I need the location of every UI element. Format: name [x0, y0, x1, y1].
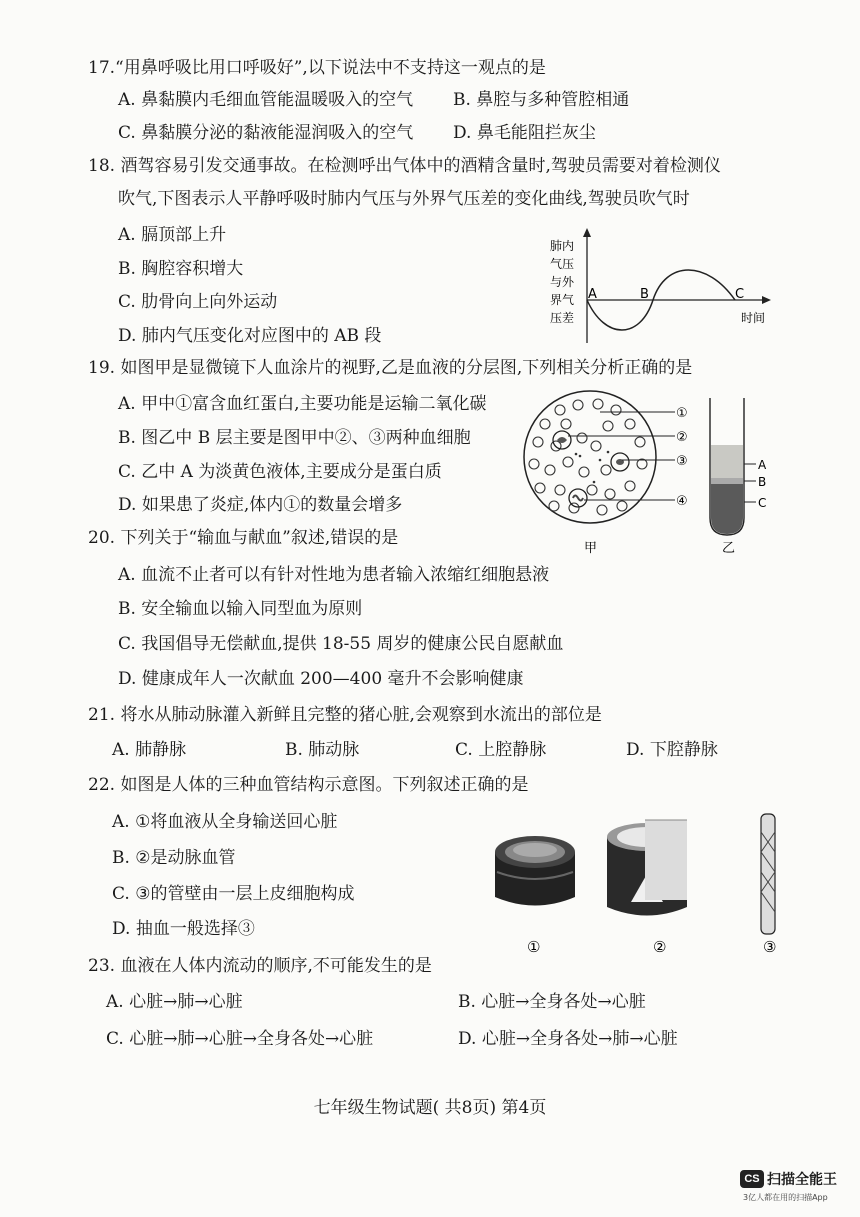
- q23-option-b: B. 心脏→全身各处→心脏: [458, 992, 646, 1012]
- q21-option-a: A. 肺静脉: [112, 740, 187, 760]
- vessel-2: [607, 820, 687, 916]
- tube-label-b: B: [758, 475, 767, 489]
- y-label-3: 与外: [550, 275, 575, 289]
- q20-stem: 20. 下列关于“输血与献血”叙述,错误的是: [88, 528, 399, 548]
- q20-option-c: C. 我国倡导无偿献血,提供 18-55 周岁的健康公民自愿献血: [118, 634, 564, 654]
- q19-option-d: D. 如果患了炎症,体内①的数量会增多: [118, 495, 403, 515]
- q22-option-c: C. ③的管壁由一层上皮细胞构成: [112, 884, 355, 904]
- red-blood-cells: [529, 399, 647, 515]
- tube-label-a: A: [758, 458, 767, 472]
- y-label-4: 界气: [550, 293, 575, 307]
- q22-option-a: A. ①将血液从全身输送回心脏: [112, 812, 338, 832]
- white-blood-cells: [553, 431, 629, 507]
- scanner-slogan: 3亿人都在用的扫描App: [743, 1193, 828, 1202]
- y-label-5: 压差: [550, 311, 575, 325]
- vessel-2-label: ②: [653, 938, 667, 956]
- page-footer: 七年级生物试题( 共8页) 第4页: [313, 1098, 547, 1118]
- q19-option-c: C. 乙中 A 为淡黄色液体,主要成分是蛋白质: [118, 462, 442, 482]
- platelets: [575, 451, 610, 484]
- q17-stem: 17.“用鼻呼吸比用口呼吸好”,以下说法中不支持这一观点的是: [88, 58, 546, 78]
- vessel-1: [495, 836, 575, 906]
- q21-option-d: D. 下腔静脉: [626, 740, 718, 760]
- point-a-label: A: [588, 287, 597, 302]
- y-label-2: 气压: [550, 257, 575, 271]
- q23-stem: 23. 血液在人体内流动的顺序,不可能发生的是: [88, 956, 432, 976]
- point-c-label: C: [735, 287, 745, 302]
- q18-option-b: B. 胸腔容积增大: [118, 259, 244, 279]
- caption-yi: 乙: [722, 541, 736, 555]
- test-tube: [710, 398, 744, 535]
- q22-option-d: D. 抽血一般选择③: [112, 919, 255, 939]
- q21-stem: 21. 将水从肺动脉灌入新鲜且完整的猪心脏,会观察到水流出的部位是: [88, 705, 602, 725]
- q20-option-a: A. 血流不止者可以有针对性地为患者输入浓缩红细胞悬液: [118, 565, 550, 585]
- vessel-3: [761, 814, 775, 934]
- q21-option-c: C. 上腔静脉: [455, 740, 547, 760]
- caption-jia: 甲: [584, 541, 598, 555]
- microscope-field: [524, 391, 656, 523]
- cs-badge-icon: CS: [740, 1170, 764, 1188]
- scanner-name: 扫描全能王: [767, 1171, 837, 1188]
- q23-option-c: C. 心脏→肺→心脏→全身各处→心脏: [106, 1029, 374, 1049]
- marker-2-label: ②: [676, 430, 688, 445]
- vessel-3-label: ③: [763, 938, 777, 956]
- marker-4-label: ④: [676, 494, 688, 509]
- marker-3-label: ③: [676, 454, 688, 469]
- q23-option-d: D. 心脏→全身各处→肺→心脏: [458, 1029, 678, 1049]
- blood-vessels-figure: [485, 812, 795, 957]
- q18-option-a: A. 膈顶部上升: [118, 225, 227, 245]
- x-axis-label: 时间: [741, 311, 766, 325]
- point-b-label: B: [640, 287, 649, 302]
- q23-option-a: A. 心脏→肺→心脏: [106, 992, 243, 1012]
- vessel-1-label: ①: [527, 938, 541, 956]
- q21-option-b: B. 肺动脉: [285, 740, 360, 760]
- q19-stem: 19. 如图甲是显微镜下人血涂片的视野,乙是血液的分层图,下列相关分析正确的是: [88, 358, 693, 378]
- q17-option-b: B. 鼻腔与多种管腔相通: [453, 90, 630, 110]
- q17-option-c: C. 鼻黏膜分泌的黏液能湿润吸入的空气: [118, 123, 414, 143]
- q22-stem: 22. 如图是人体的三种血管结构示意图。下列叙述正确的是: [88, 775, 529, 795]
- q20-option-b: B. 安全输血以输入同型血为原则: [118, 599, 363, 619]
- q18-stem-line1: 18. 酒驾容易引发交通事故。在检测呼出气体中的酒精含量时,驾驶员需要对着检测仪: [88, 156, 721, 176]
- q20-option-d: D. 健康成年人一次献血 200—400 毫升不会影响健康: [118, 669, 524, 689]
- q17-option-d: D. 鼻毛能阻拦灰尘: [453, 123, 596, 143]
- blood-smear-figure: [510, 390, 780, 555]
- y-label-1: 肺内: [550, 239, 575, 253]
- marker-1-label: ①: [676, 406, 688, 421]
- q19-option-a: A. 甲中①富含血红蛋白,主要功能是运输二氧化碳: [118, 394, 487, 414]
- q19-option-b: B. 图乙中 B 层主要是图甲中②、③两种血细胞: [118, 428, 471, 448]
- q18-option-d: D. 肺内气压变化对应图中的 AB 段: [118, 326, 382, 346]
- pressure-curve-figure: [545, 228, 780, 348]
- q18-option-c: C. 肋骨向上向外运动: [118, 292, 278, 312]
- q17-option-a: A. 鼻黏膜内毛细血管能温暖吸入的空气: [118, 90, 414, 110]
- tube-label-c: C: [758, 496, 767, 510]
- q22-option-b: B. ②是动脉血管: [112, 848, 236, 868]
- x-axis-arrow: [762, 296, 771, 304]
- q18-stem-line2: 吹气,下图表示人平静呼吸时肺内气压与外界气压差的变化曲线,驾驶员吹气时: [118, 189, 690, 209]
- scanner-logo: [740, 1168, 837, 1189]
- y-axis-arrow: [583, 228, 591, 237]
